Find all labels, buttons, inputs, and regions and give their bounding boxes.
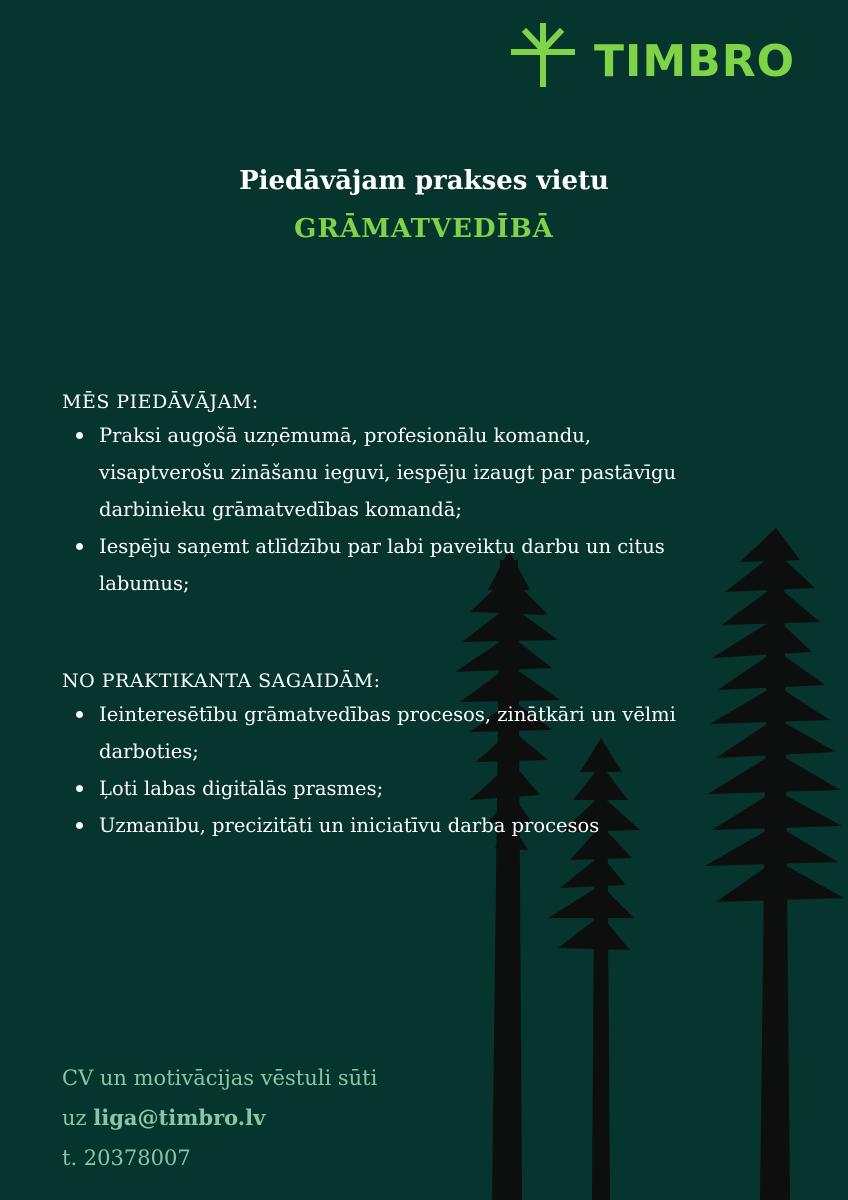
list-item-line: Uzmanību, precizitāti un iniciatīvu darba procesos	[99, 814, 600, 837]
list-item-line: Ieinteresētību grāmatvedības procesos, zinātkāri un vēlmi	[99, 703, 676, 726]
list-item-line: Ļoti labas digitālās prasmes;	[99, 777, 384, 800]
sprout-asterisk-icon	[510, 22, 576, 88]
list-item-line: Iespēju saņemt atlīdzību par labi paveiktu darbu un citus	[99, 535, 665, 558]
contact-line: CV un motivācijas vēstuli sūti	[62, 1066, 378, 1090]
list-item-line: labumus;	[99, 572, 190, 595]
expect-section	[62, 670, 802, 844]
contact-prefix: uz	[62, 1106, 94, 1130]
contact-phone: t. 20378007	[62, 1146, 191, 1170]
contact-block	[62, 1058, 377, 1178]
list-item	[62, 528, 802, 602]
expect-list	[62, 696, 802, 844]
list-item	[62, 417, 802, 528]
offer-list	[62, 417, 802, 602]
subheadline: GRĀMATVEDĪBĀ	[294, 214, 554, 244]
list-item-line: visaptverošu zināšanu ieguvi, iespēju izaugt par pastāvīgu	[99, 461, 677, 484]
brand-name: TIMBRO	[594, 36, 795, 87]
headline: Piedāvājam prakses vietu	[239, 166, 609, 196]
list-item	[62, 770, 802, 807]
contact-email-line	[62, 1098, 377, 1138]
list-item-line: darbinieku grāmatvedības komandā;	[99, 498, 462, 521]
list-item	[62, 807, 802, 844]
contact-email-link[interactable]: liga@timbro.lv	[93, 1105, 266, 1130]
list-item	[62, 696, 802, 770]
offer-title: MĒS PIEDĀVĀJAM:	[62, 391, 259, 413]
list-item-line: darboties;	[99, 740, 199, 763]
list-item-line: Praksi augošā uzņēmumā, profesionālu komandu,	[99, 424, 591, 447]
timbro-logo	[510, 22, 820, 92]
tree-silhouette-left	[455, 550, 560, 1200]
tree-silhouette-right	[705, 528, 844, 1200]
offer-section	[62, 391, 802, 602]
expect-title: NO PRAKTIKANTA SAGAIDĀM:	[62, 670, 381, 692]
